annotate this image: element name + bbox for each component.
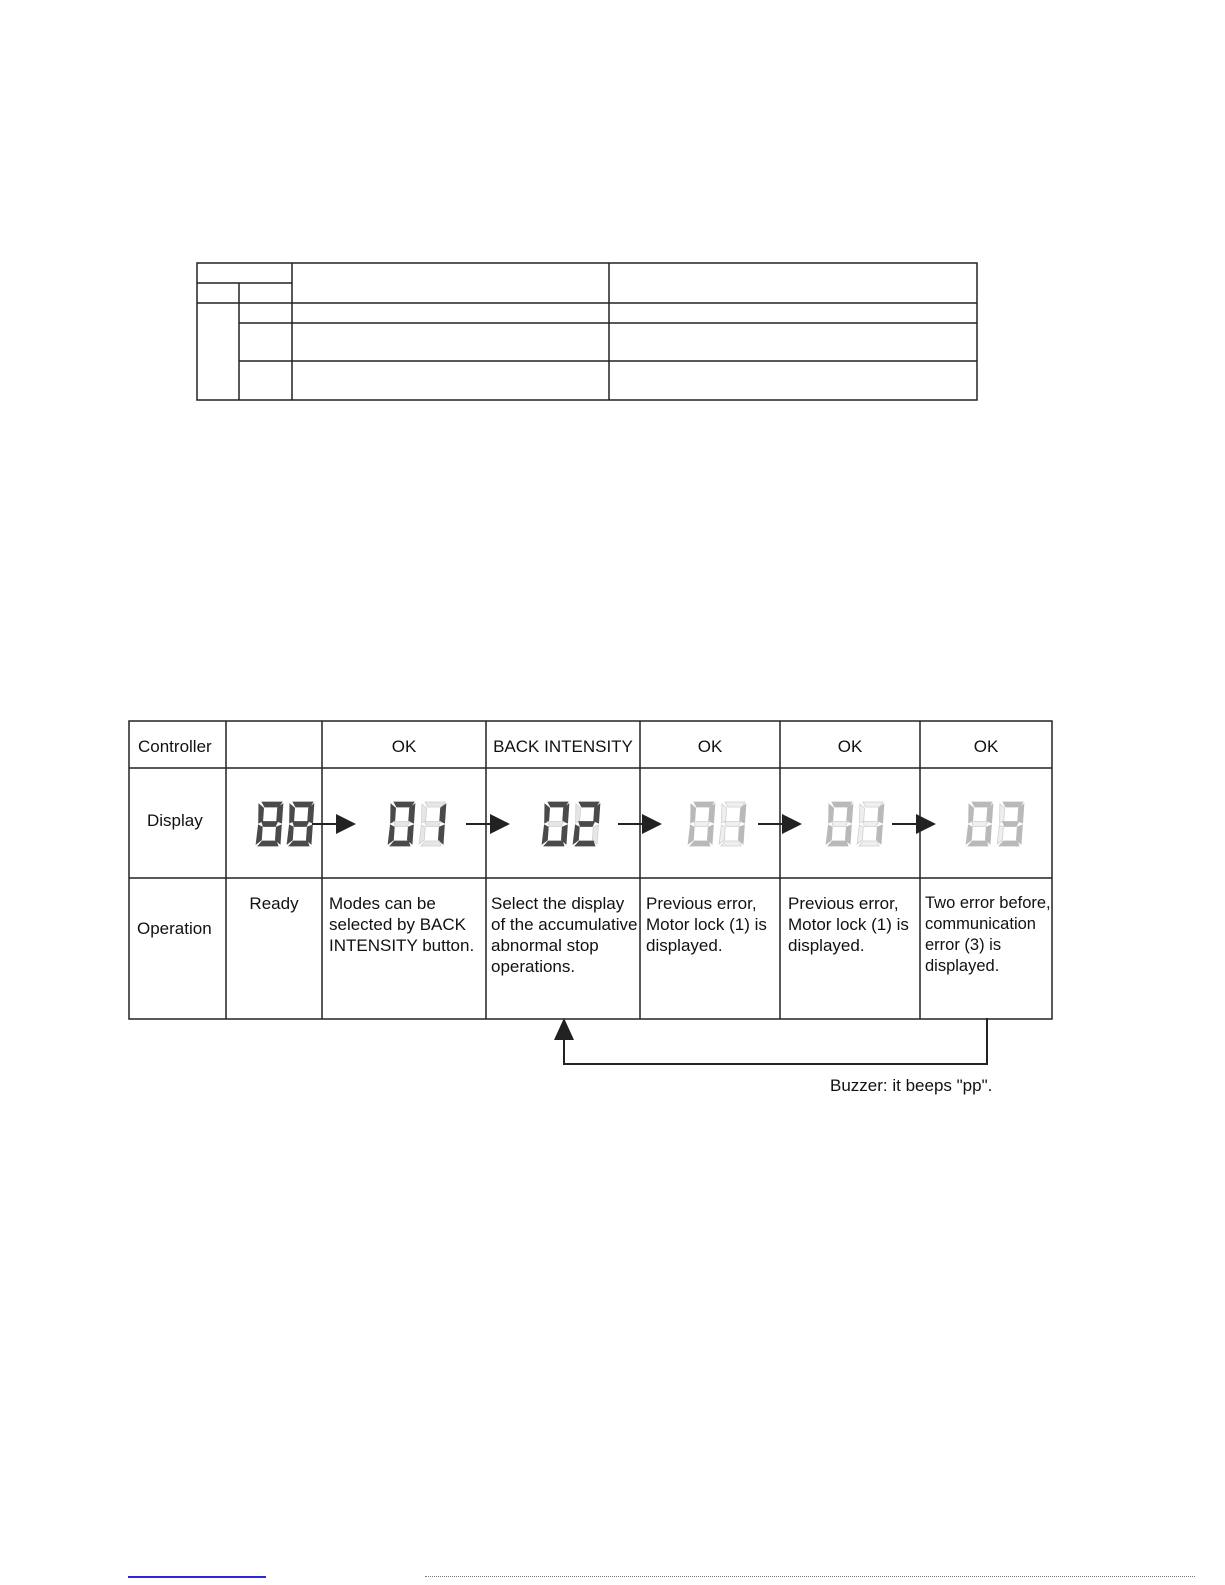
arrow-right-icon: [892, 812, 938, 836]
controller-step-6: OK: [973, 737, 999, 756]
arrow-right-icon: [618, 812, 664, 836]
segment-g: [579, 822, 595, 827]
segment-e: [287, 825, 293, 844]
segment-d: [289, 841, 309, 846]
controller-step-3: BACK INTENSITY: [493, 737, 633, 756]
segment-d: [258, 841, 278, 846]
segment-f: [391, 804, 396, 823]
display-step-6: [964, 800, 1026, 848]
segment-d: [544, 841, 564, 846]
segment-a: [694, 802, 714, 807]
segment-g: [694, 822, 710, 827]
controller-step-4: OK: [697, 737, 723, 756]
segment-f: [422, 804, 427, 823]
operation-step-3: Select the display of the accumulative abnormal stop operations.: [491, 894, 638, 976]
segment-a: [972, 802, 992, 807]
segment-d: [999, 841, 1019, 846]
segment-g: [972, 822, 988, 827]
segment-e: [256, 825, 262, 844]
segment-e: [542, 825, 548, 844]
segment-a: [262, 802, 282, 807]
operation-step-4: Previous error, Motor lock (1) is displayed.: [646, 894, 767, 955]
segment-f: [1000, 804, 1005, 823]
controller-step-5: OK: [837, 737, 863, 756]
segment-d: [828, 841, 848, 846]
display-step-5: [824, 800, 886, 848]
segment-f: [722, 804, 727, 823]
segment-g: [725, 822, 741, 827]
segment-g: [293, 822, 309, 827]
segment-e: [688, 825, 694, 844]
segment-f: [259, 804, 264, 823]
segment-a: [293, 802, 313, 807]
segment-g: [1003, 822, 1019, 827]
controller-step-2: OK: [391, 737, 417, 756]
segment-f: [545, 804, 550, 823]
footer-divider: [425, 1576, 1195, 1577]
segment-d: [421, 841, 441, 846]
segment-e: [419, 825, 425, 844]
segment-g: [832, 822, 848, 827]
segment-f: [290, 804, 295, 823]
segment-a: [548, 802, 568, 807]
error-display-flow: [128, 720, 1053, 1020]
segment-e: [966, 825, 972, 844]
segment-e: [388, 825, 394, 844]
segment-g: [548, 822, 564, 827]
segment-d: [575, 841, 595, 846]
row-label-display: Display: [147, 811, 203, 830]
segment-a: [1003, 802, 1023, 807]
operation-step-6: Two error before, communication error (3) is displayed.: [925, 894, 1051, 975]
buzzer-note: Buzzer: it beeps "pp".: [830, 1076, 993, 1095]
segment-g: [394, 822, 410, 827]
row-label-controller: Controller: [138, 737, 212, 756]
segment-d: [859, 841, 879, 846]
segment-f: [691, 804, 696, 823]
segment-e: [826, 825, 832, 844]
segment-a: [394, 802, 414, 807]
footer-link-underline: [128, 1574, 266, 1578]
segment-g: [262, 822, 278, 827]
display-step-3: [540, 800, 602, 848]
display-step-4: [686, 800, 748, 848]
segment-e: [573, 825, 579, 844]
operation-step-5: Previous error, Motor lock (1) is displayed.: [788, 894, 909, 955]
segment-e: [997, 825, 1003, 844]
segment-a: [832, 802, 852, 807]
segment-d: [390, 841, 410, 846]
segment-a: [863, 802, 883, 807]
segment-g: [863, 822, 879, 827]
segment-a: [425, 802, 445, 807]
operation-step-1: Ready: [249, 894, 299, 913]
segment-e: [857, 825, 863, 844]
segment-d: [721, 841, 741, 846]
arrow-right-icon: [466, 812, 512, 836]
segment-f: [829, 804, 834, 823]
segment-d: [968, 841, 988, 846]
row-label-operation: Operation: [137, 919, 212, 938]
segment-g: [425, 822, 441, 827]
segment-a: [579, 802, 599, 807]
loop-back-arrow-icon: [540, 1018, 1000, 1070]
segment-d: [690, 841, 710, 846]
spec-table: [196, 262, 978, 401]
segment-f: [576, 804, 581, 823]
arrow-right-icon: [312, 812, 358, 836]
display-step-2: [386, 800, 448, 848]
operation-step-2: Modes can be selected by BACK INTENSITY button.: [329, 894, 475, 955]
segment-f: [969, 804, 974, 823]
display-step-1: [254, 800, 316, 848]
segment-f: [860, 804, 865, 823]
segment-a: [725, 802, 745, 807]
arrow-right-icon: [758, 812, 804, 836]
segment-e: [719, 825, 725, 844]
